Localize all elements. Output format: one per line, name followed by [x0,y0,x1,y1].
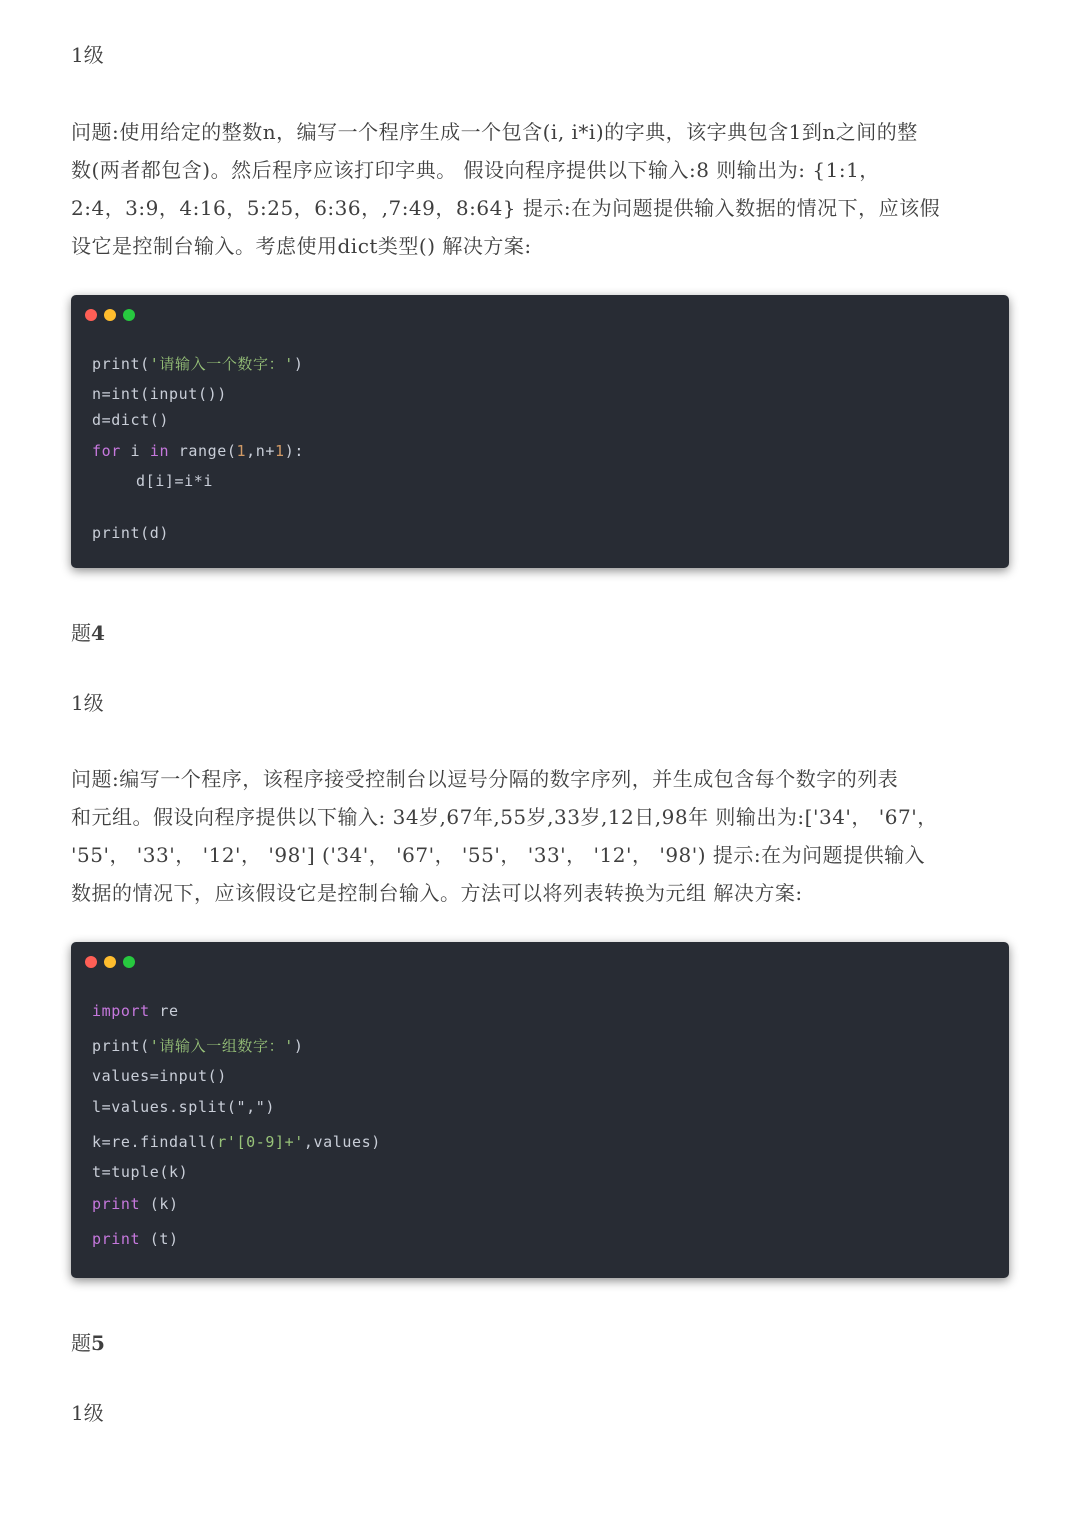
code-keyword: import [92,1002,150,1020]
code-token: i [120,442,150,460]
code-number: 1 [275,442,285,460]
code-block [71,942,1009,1278]
code-block [71,295,1009,568]
question-title [71,621,105,645]
level-label: 1级 [71,1401,104,1425]
code-line [92,1194,179,1214]
question-title-prefix: 题 [71,621,91,645]
window-controls [85,956,142,970]
code-line [92,441,304,461]
code-token: k=re.findall( [92,1133,218,1151]
problem-line: 问题:使用给定的整数n，编写一个程序生成一个包含(i, i*i)的字典，该字典包含1到n之间的整 [71,120,918,144]
code-line [92,1229,179,1249]
code-line: print(d) [92,524,170,542]
code-token: ): [284,442,304,460]
level-label: 1级 [71,43,104,67]
problem-text [71,113,1006,265]
problem-text [71,760,1006,912]
code-token: (t) [140,1230,179,1248]
question-number: 4 [91,621,105,645]
question-title [71,1331,105,1355]
window-maximize-dot-icon [123,309,135,321]
code-line: d=dict() [92,411,170,429]
code-keyword: print [92,1195,141,1213]
window-maximize-dot-icon [123,956,135,968]
problem-line: 设它是控制台输入。考虑使用dict类型() 解决方案: [71,234,532,258]
code-line: values=input() [92,1067,227,1085]
window-close-dot-icon [85,956,97,968]
window-minimize-dot-icon [104,956,116,968]
code-keyword: print [92,1230,141,1248]
problem-line: 2:4，3:9，4:16，5:25，6:36，,7:49，8:64} 提示:在为问题提供输入数据的情况下，应该假 [71,196,941,220]
code-number: 1 [236,442,247,460]
code-keyword: for [92,442,121,460]
problem-line: 数据的情况下，应该假设它是控制台输入。方法可以将列表转换为元组 解决方案: [71,881,803,905]
code-token: (k) [140,1195,179,1213]
window-controls [85,309,142,323]
code-line: t=tuple(k) [92,1163,189,1181]
problem-line: '55'， '33'， '12'， '98'] ('34'， '67'， '55'， '33'， '12'， '98') 提示:在为问题提供输入 [71,843,926,867]
code-token: ) [293,355,304,373]
problem-line: 数(两者都包含)。然后程序应该打印字典。 假设向程序提供以下输入:8 则输出为: {1:1， [71,158,880,182]
code-string: '请输入一组数字：' [149,1037,294,1055]
code-line [92,1132,381,1152]
question-number: 5 [91,1331,105,1355]
code-token: ) [293,1037,304,1055]
code-line: n=int(input()) [92,385,227,403]
code-token: ,values) [303,1133,381,1151]
problem-line: 问题:编写一个程序，该程序接受控制台以逗号分隔的数字序列，并生成包含每个数字的列表 [71,767,899,791]
code-keyword: in [149,442,170,460]
question-title-prefix: 题 [71,1331,91,1355]
code-token: ,n+ [246,442,276,460]
problem-line: 和元组。假设向程序提供以下输入: 34岁,67年,55岁,33岁,12日,98年 则输出为:['34'， '67'， [71,805,938,829]
level-label: 1级 [71,691,104,715]
code-token: range( [169,442,237,460]
code-line: d[i]=i*i [136,472,214,490]
code-token: print( [92,1037,150,1055]
code-line [92,1001,179,1021]
code-string: r'[0-9]+' [217,1133,304,1151]
window-minimize-dot-icon [104,309,116,321]
code-line [92,354,304,374]
code-token: print( [92,355,150,373]
code-token: re [149,1002,179,1020]
window-close-dot-icon [85,309,97,321]
code-line [92,1036,304,1056]
code-line: l=values.split(",") [92,1098,275,1116]
code-string: '请输入一个数字：' [149,355,294,373]
